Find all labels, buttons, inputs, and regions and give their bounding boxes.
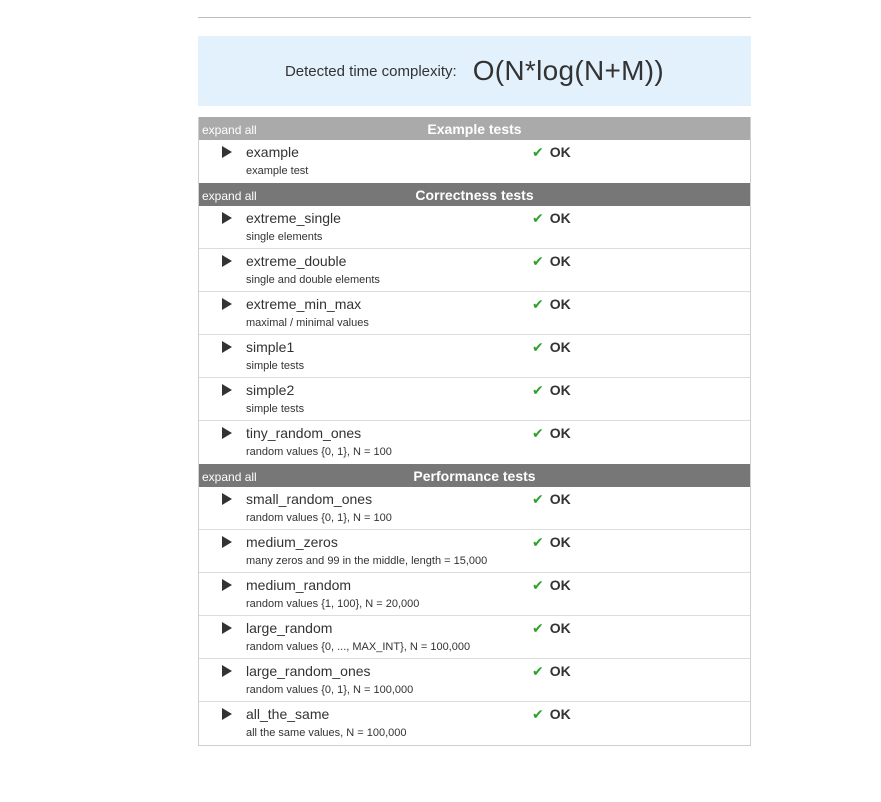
status-text: OK <box>549 253 571 269</box>
test-description: random values {1, 100}, N = 20,000 <box>246 598 420 610</box>
expand-triangle-icon[interactable] <box>222 665 232 677</box>
status-badge <box>532 253 571 270</box>
status-badge <box>532 382 571 399</box>
top-divider <box>198 17 751 18</box>
status-badge <box>532 144 571 161</box>
status-text: OK <box>549 210 571 226</box>
expand-triangle-icon[interactable] <box>222 536 232 548</box>
check-icon: ✔ <box>532 535 544 551</box>
check-icon: ✔ <box>532 297 544 313</box>
complexity-value: O(N*log(N+M)) <box>472 55 665 86</box>
expand-triangle-icon[interactable] <box>222 384 232 396</box>
expand-triangle-icon[interactable] <box>222 708 232 720</box>
test-row <box>199 335 750 378</box>
test-name: medium_random <box>246 577 352 593</box>
expand-triangle-icon[interactable] <box>222 298 232 310</box>
test-name: large_random_ones <box>246 663 371 679</box>
status-badge <box>532 296 571 313</box>
test-results <box>198 117 751 746</box>
check-icon: ✔ <box>532 492 544 508</box>
test-name: simple1 <box>246 339 295 355</box>
test-row <box>199 573 750 616</box>
complexity-panel <box>198 36 751 106</box>
group-title: Correctness tests <box>415 186 534 203</box>
test-row <box>199 206 750 249</box>
test-description: simple tests <box>246 403 305 415</box>
test-row <box>199 616 750 659</box>
status-text: OK <box>549 425 571 441</box>
check-icon: ✔ <box>532 426 544 442</box>
status-text: OK <box>549 620 571 636</box>
check-icon: ✔ <box>532 254 544 270</box>
test-row <box>199 702 750 745</box>
test-name: tiny_random_ones <box>246 425 362 441</box>
expand-triangle-icon[interactable] <box>222 622 232 634</box>
test-name: extreme_min_max <box>246 296 362 312</box>
test-row <box>199 378 750 421</box>
test-row <box>199 421 750 464</box>
expand-all-link[interactable]: expand all <box>202 189 257 203</box>
status-badge <box>532 534 571 551</box>
test-name: example <box>246 144 299 160</box>
group-header-correctness <box>199 183 750 206</box>
expand-triangle-icon[interactable] <box>222 427 232 439</box>
status-text: OK <box>549 577 571 593</box>
expand-all-link[interactable]: expand all <box>202 123 257 137</box>
group-header-performance <box>199 464 750 487</box>
test-name: extreme_double <box>246 253 347 269</box>
test-row <box>199 292 750 335</box>
test-description: single and double elements <box>246 274 380 286</box>
check-icon: ✔ <box>532 707 544 723</box>
test-row <box>199 249 750 292</box>
status-text: OK <box>549 491 571 507</box>
expand-triangle-icon[interactable] <box>222 579 232 591</box>
group-header-example <box>199 117 750 140</box>
expand-triangle-icon[interactable] <box>222 146 232 158</box>
check-icon: ✔ <box>532 383 544 399</box>
status-text: OK <box>549 296 571 312</box>
check-icon: ✔ <box>532 664 544 680</box>
status-badge <box>532 339 571 356</box>
test-description: example test <box>246 165 309 177</box>
test-row <box>199 140 750 183</box>
status-badge <box>532 663 571 680</box>
test-description: maximal / minimal values <box>246 317 369 329</box>
test-name: all_the_same <box>246 706 330 722</box>
expand-triangle-icon[interactable] <box>222 341 232 353</box>
status-badge <box>532 425 571 442</box>
group-title: Example tests <box>427 120 522 137</box>
test-name: simple2 <box>246 382 295 398</box>
group-title: Performance tests <box>413 467 536 484</box>
status-badge <box>532 577 571 594</box>
test-name: extreme_single <box>246 210 341 226</box>
status-badge <box>532 210 571 227</box>
status-text: OK <box>549 534 571 550</box>
expand-triangle-icon[interactable] <box>222 493 232 505</box>
complexity-label: Detected time complexity: <box>284 62 457 80</box>
test-description: random values {0, 1}, N = 100 <box>246 446 392 458</box>
status-text: OK <box>549 706 571 722</box>
status-badge <box>532 491 571 508</box>
status-badge <box>532 620 571 637</box>
status-text: OK <box>549 339 571 355</box>
test-description: random values {0, ..., MAX_INT}, N = 100,000 <box>246 641 471 653</box>
test-description: many zeros and 99 in the middle, length = 15,000 <box>246 555 488 567</box>
check-icon: ✔ <box>532 621 544 637</box>
status-badge <box>532 706 571 723</box>
check-icon: ✔ <box>532 211 544 227</box>
test-description: all the same values, N = 100,000 <box>246 727 407 739</box>
test-description: random values {0, 1}, N = 100,000 <box>246 684 414 696</box>
status-text: OK <box>549 144 571 160</box>
status-text: OK <box>549 382 571 398</box>
expand-all-link[interactable]: expand all <box>202 470 257 484</box>
expand-triangle-icon[interactable] <box>222 255 232 267</box>
test-row <box>199 487 750 530</box>
check-icon: ✔ <box>532 340 544 356</box>
test-row <box>199 659 750 702</box>
test-row <box>199 530 750 573</box>
status-text: OK <box>549 663 571 679</box>
test-description: random values {0, 1}, N = 100 <box>246 512 392 524</box>
check-icon: ✔ <box>532 578 544 594</box>
test-description: single elements <box>246 231 323 243</box>
test-description: simple tests <box>246 360 305 372</box>
check-icon: ✔ <box>532 145 544 161</box>
test-name: medium_zeros <box>246 534 338 550</box>
expand-triangle-icon[interactable] <box>222 212 232 224</box>
test-name: small_random_ones <box>246 491 373 507</box>
test-name: large_random <box>246 620 333 636</box>
